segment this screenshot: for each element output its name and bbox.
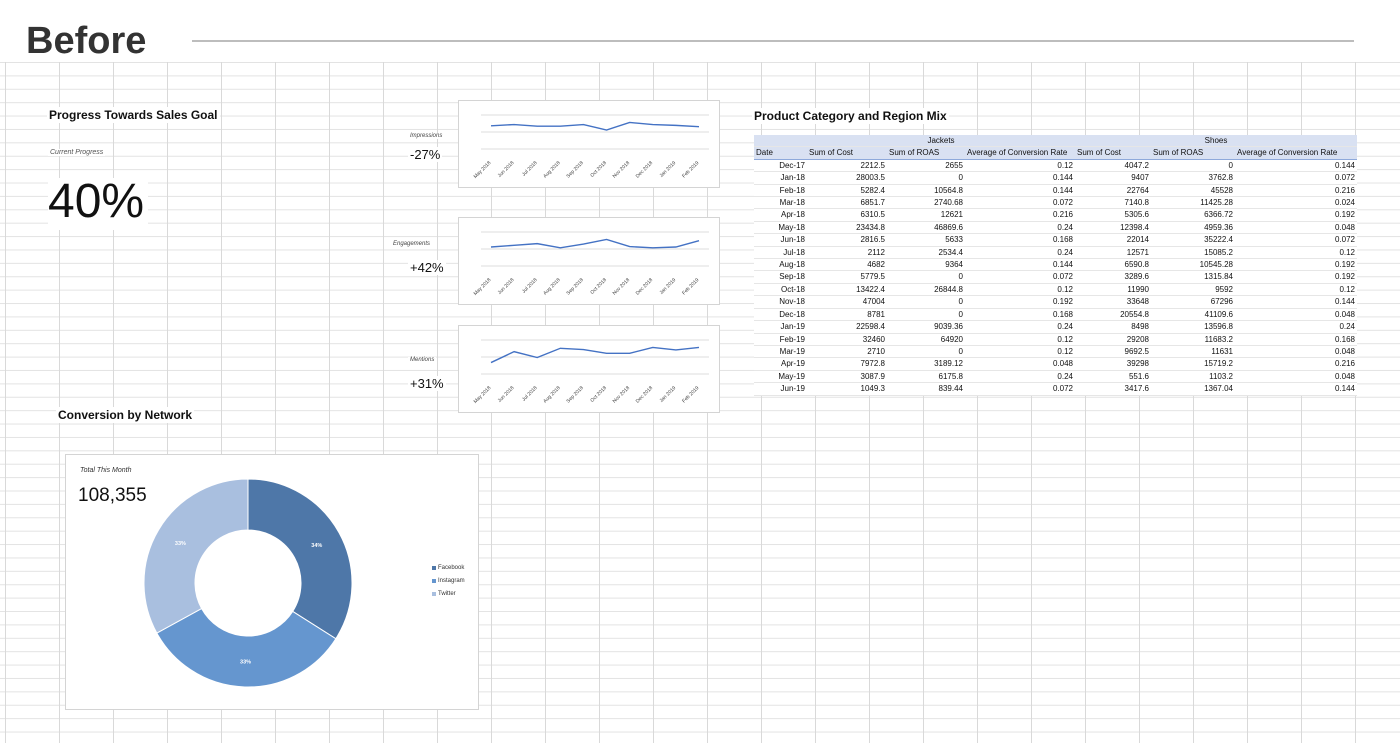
x-tick-label: Jan 2019 [658,385,678,404]
table-cell: 2212.5 [807,159,887,171]
total-this-month-value: 108,355 [78,485,147,506]
table-row [754,296,1357,308]
table-cell: 11425.28 [1151,197,1235,209]
x-tick-label: May 2018 [472,160,493,180]
table-cell: 0.168 [1235,333,1357,345]
table-cell: 1049.3 [807,383,887,395]
impressions-chart-svg [459,101,721,189]
row-date-cell: Oct-18 [754,283,807,295]
row-date-cell: Apr-19 [754,358,807,370]
row-date-cell: Sep-18 [754,271,807,283]
pivot-col-header: Sum of Cost [1075,147,1151,159]
x-tick-label: Jan 2019 [658,160,678,179]
row-date-cell: Aug-18 [754,259,807,271]
table-cell: 6310.5 [807,209,887,221]
table-cell: 3289.6 [1075,271,1151,283]
mentions-chart-svg [459,326,721,414]
table-cell: 6851.7 [807,197,887,209]
table-cell: 5282.4 [807,184,887,196]
pivot-col-header: Average of Conversion Rate [965,147,1075,159]
table-cell: 15085.2 [1151,246,1235,258]
x-tick-label: Sep 2018 [565,385,585,405]
pivot-col-header: Date [754,147,807,159]
table-cell: 12398.4 [1075,221,1151,233]
table-cell: 0.144 [1235,159,1357,171]
x-tick-label: Aug 2018 [542,160,562,180]
table-cell: 9592 [1151,283,1235,295]
table-cell: 1367.04 [1151,383,1235,395]
pivot-group-shoes: Shoes [1075,135,1357,147]
top-band [0,0,1400,62]
x-tick-label: Nov 2018 [611,160,632,180]
row-date-cell: Apr-18 [754,209,807,221]
table-cell: 33648 [1075,296,1151,308]
x-tick-label: Jun 2018 [496,160,516,179]
table-row [754,345,1357,357]
x-tick-label: Feb 2019 [681,385,701,405]
conversion-title: Conversion by Network [58,408,193,422]
table-cell: 32460 [807,333,887,345]
donut-slice-label: 33% [174,541,186,548]
x-tick-label: Nov 2018 [611,385,632,405]
table-cell: 23434.8 [807,221,887,233]
progress-value: 40% [48,178,148,230]
table-cell: 0.072 [965,271,1075,283]
table-cell: 1315.84 [1151,271,1235,283]
table-cell: 0.048 [1235,221,1357,233]
table-cell: 6590.8 [1075,259,1151,271]
conversion-chart [65,454,479,710]
legend-item-twitter [432,587,465,600]
table-cell: 0.192 [1235,209,1357,221]
table-cell: 0.24 [965,246,1075,258]
pivot-col-header: Sum of ROAS [1151,147,1235,159]
pivot-table-wrap [754,135,1357,396]
pivot-table [754,135,1357,396]
mentions-label: Mentions [410,357,435,363]
table-cell: 11631 [1151,345,1235,357]
legend-swatch [432,592,436,596]
table-cell: 28003.5 [807,172,887,184]
table-cell: 12571 [1075,246,1151,258]
table-cell: 45528 [1151,184,1235,196]
table-cell: 0.12 [965,333,1075,345]
row-date-cell: Jun-18 [754,234,807,246]
table-cell: 9407 [1075,172,1151,184]
x-tick-label: Feb 2019 [681,160,701,180]
pivot-title: Product Category and Region Mix [754,109,947,123]
table-cell: 5305.6 [1075,209,1151,221]
table-cell: 0.144 [965,259,1075,271]
page-title: Before [26,20,147,62]
x-tick-label: Jul 2018 [521,385,539,403]
table-cell: 29208 [1075,333,1151,345]
table-cell: 6366.72 [1151,209,1235,221]
row-date-cell: Jan-18 [754,172,807,184]
table-cell: 12621 [887,209,965,221]
legend-label: Twitter [438,590,456,597]
table-cell: 2710 [807,345,887,357]
table-cell: 67296 [1151,296,1235,308]
donut-slice-label: 34% [311,543,323,550]
engagements-chart-svg [459,218,721,306]
x-tick-label: Dec 2018 [634,277,655,297]
legend-swatch [432,566,436,570]
table-cell: 0.12 [1235,246,1357,258]
impressions-label: Impressions [410,133,443,139]
table-row [754,370,1357,382]
row-date-cell: May-18 [754,221,807,233]
x-tick-label: Aug 2018 [542,277,562,297]
table-cell: 2534.4 [887,246,965,258]
legend-label: Facebook [438,564,465,571]
table-cell: 22764 [1075,184,1151,196]
impressions-change: -27% [410,147,441,162]
table-cell: 10545.28 [1151,259,1235,271]
table-cell: 0.216 [1235,358,1357,370]
table-cell: 6175.8 [887,370,965,382]
table-cell: 0.192 [965,296,1075,308]
table-cell: 0.12 [965,345,1075,357]
table-row [754,321,1357,333]
legend-item-facebook [432,561,465,574]
table-cell: 8781 [807,308,887,320]
x-tick-label: Oct 2018 [589,385,608,404]
table-cell: 0.072 [965,383,1075,395]
row-date-cell: Jun-19 [754,383,807,395]
table-cell: 64920 [887,333,965,345]
table-cell: 0.12 [965,283,1075,295]
table-cell: 7140.8 [1075,197,1151,209]
table-cell: 0.072 [1235,172,1357,184]
table-cell: 4682 [807,259,887,271]
row-date-cell: Dec-17 [754,159,807,171]
table-cell: 3762.8 [1151,172,1235,184]
mentions-chart [458,325,720,413]
table-cell: 0.048 [1235,345,1357,357]
x-tick-label: May 2018 [472,277,493,297]
table-cell: 39298 [1075,358,1151,370]
table-cell: 7972.8 [807,358,887,370]
pivot-group-blank [754,135,807,147]
table-cell: 0 [887,271,965,283]
spark-line [491,122,699,130]
spark-line [491,347,699,362]
legend-swatch [432,579,436,583]
engagements-chart [458,217,720,305]
table-row [754,259,1357,271]
table-row [754,221,1357,233]
table-cell: 5779.5 [807,271,887,283]
donut-slice-facebook [248,479,352,639]
x-tick-label: Oct 2018 [589,277,608,296]
table-cell: 0 [887,308,965,320]
table-cell: 0.192 [1235,259,1357,271]
table-cell: 551.6 [1075,370,1151,382]
table-cell: 22598.4 [807,321,887,333]
sales-goal-title: Progress Towards Sales Goal [49,108,218,122]
spark-line [491,239,699,247]
table-cell: 3087.9 [807,370,887,382]
table-cell: 0.24 [1235,321,1357,333]
x-tick-label: Jan 2019 [658,277,678,296]
table-row [754,271,1357,283]
table-cell: 41109.6 [1151,308,1235,320]
table-cell: 0 [887,345,965,357]
table-cell: 3189.12 [887,358,965,370]
table-cell: 0.024 [1235,197,1357,209]
donut-chart-svg [66,455,480,711]
donut-legend [432,561,465,600]
x-tick-label: Jul 2018 [521,277,539,295]
table-cell: 0.24 [965,370,1075,382]
row-date-cell: Feb-19 [754,333,807,345]
table-cell: 9692.5 [1075,345,1151,357]
table-cell: 0.144 [965,172,1075,184]
mentions-change: +31% [410,376,444,391]
table-row [754,209,1357,221]
x-tick-label: Jul 2018 [521,160,539,178]
table-cell: 2112 [807,246,887,258]
table-cell: 0.216 [965,209,1075,221]
donut-slice-label: 33% [240,659,252,666]
table-cell: 0.048 [1235,370,1357,382]
table-cell: 20554.8 [1075,308,1151,320]
table-cell: 13596.8 [1151,321,1235,333]
x-tick-label: Jun 2018 [496,385,516,404]
table-cell: 0.12 [1235,283,1357,295]
table-row [754,159,1357,171]
row-date-cell: Dec-18 [754,308,807,320]
engagements-label: Engagements [393,241,431,247]
table-row [754,358,1357,370]
x-tick-label: Dec 2018 [634,385,655,405]
table-row [754,234,1357,246]
table-cell: 0.072 [965,197,1075,209]
table-cell: 0.192 [1235,271,1357,283]
table-cell: 10564.8 [887,184,965,196]
table-cell: 0.216 [1235,184,1357,196]
table-cell: 0.144 [1235,383,1357,395]
row-date-cell: May-19 [754,370,807,382]
table-cell: 4959.36 [1151,221,1235,233]
x-tick-label: Sep 2018 [565,277,585,297]
table-cell: 35222.4 [1151,234,1235,246]
table-cell: 2740.68 [887,197,965,209]
table-row [754,283,1357,295]
table-cell: 46869.6 [887,221,965,233]
x-tick-label: Aug 2018 [542,385,562,405]
table-cell: 13422.4 [807,283,887,295]
x-tick-label: Dec 2018 [634,160,655,180]
x-tick-label: Sep 2018 [565,160,585,180]
current-progress-label: Current Progress [50,149,104,156]
table-cell: 1103.2 [1151,370,1235,382]
table-cell: 2816.5 [807,234,887,246]
table-cell: 15719.2 [1151,358,1235,370]
title-rule [192,40,1354,42]
table-row [754,333,1357,345]
table-cell: 0.12 [965,159,1075,171]
table-cell: 11683.2 [1151,333,1235,345]
row-date-cell: Mar-18 [754,197,807,209]
table-cell: 0 [887,172,965,184]
table-cell: 4047.2 [1075,159,1151,171]
table-cell: 0 [1151,159,1235,171]
table-cell: 839.44 [887,383,965,395]
row-date-cell: Feb-18 [754,184,807,196]
table-cell: 0 [887,296,965,308]
table-cell: 47004 [807,296,887,308]
pivot-group-jackets: Jackets [807,135,1075,147]
table-cell: 8498 [1075,321,1151,333]
row-date-cell: Jul-18 [754,246,807,258]
table-cell: 5633 [887,234,965,246]
table-cell: 0.24 [965,221,1075,233]
table-cell: 26844.8 [887,283,965,295]
legend-label: Instagram [438,577,465,584]
impressions-chart [458,100,720,188]
table-row [754,197,1357,209]
table-cell: 0.072 [1235,234,1357,246]
table-row [754,383,1357,395]
table-cell: 0.048 [1235,308,1357,320]
table-cell: 0.168 [965,308,1075,320]
table-cell: 0.144 [1235,296,1357,308]
table-cell: 0.168 [965,234,1075,246]
table-row [754,308,1357,320]
table-cell: 9039.36 [887,321,965,333]
table-cell: 2655 [887,159,965,171]
x-tick-label: Oct 2018 [589,160,608,179]
table-cell: 0.048 [965,358,1075,370]
x-tick-label: May 2018 [472,385,493,405]
engagements-change: +42% [410,260,444,275]
x-tick-label: Feb 2019 [681,277,701,297]
table-cell: 0.24 [965,321,1075,333]
table-row [754,172,1357,184]
legend-item-instagram [432,574,465,587]
table-cell: 3417.6 [1075,383,1151,395]
table-cell: 0.144 [965,184,1075,196]
table-cell: 22014 [1075,234,1151,246]
row-date-cell: Mar-19 [754,345,807,357]
pivot-col-header: Sum of Cost [807,147,887,159]
table-row [754,184,1357,196]
row-date-cell: Jan-19 [754,321,807,333]
table-cell: 11990 [1075,283,1151,295]
table-cell: 9364 [887,259,965,271]
x-tick-label: Nov 2018 [611,277,632,297]
pivot-col-header: Sum of ROAS [887,147,965,159]
table-row [754,246,1357,258]
x-tick-label: Jun 2018 [496,277,516,296]
total-this-month-label: Total This Month [80,467,132,474]
pivot-col-header: Average of Conversion Rate [1235,147,1357,159]
donut-slice-twitter [144,479,248,633]
row-date-cell: Nov-18 [754,296,807,308]
